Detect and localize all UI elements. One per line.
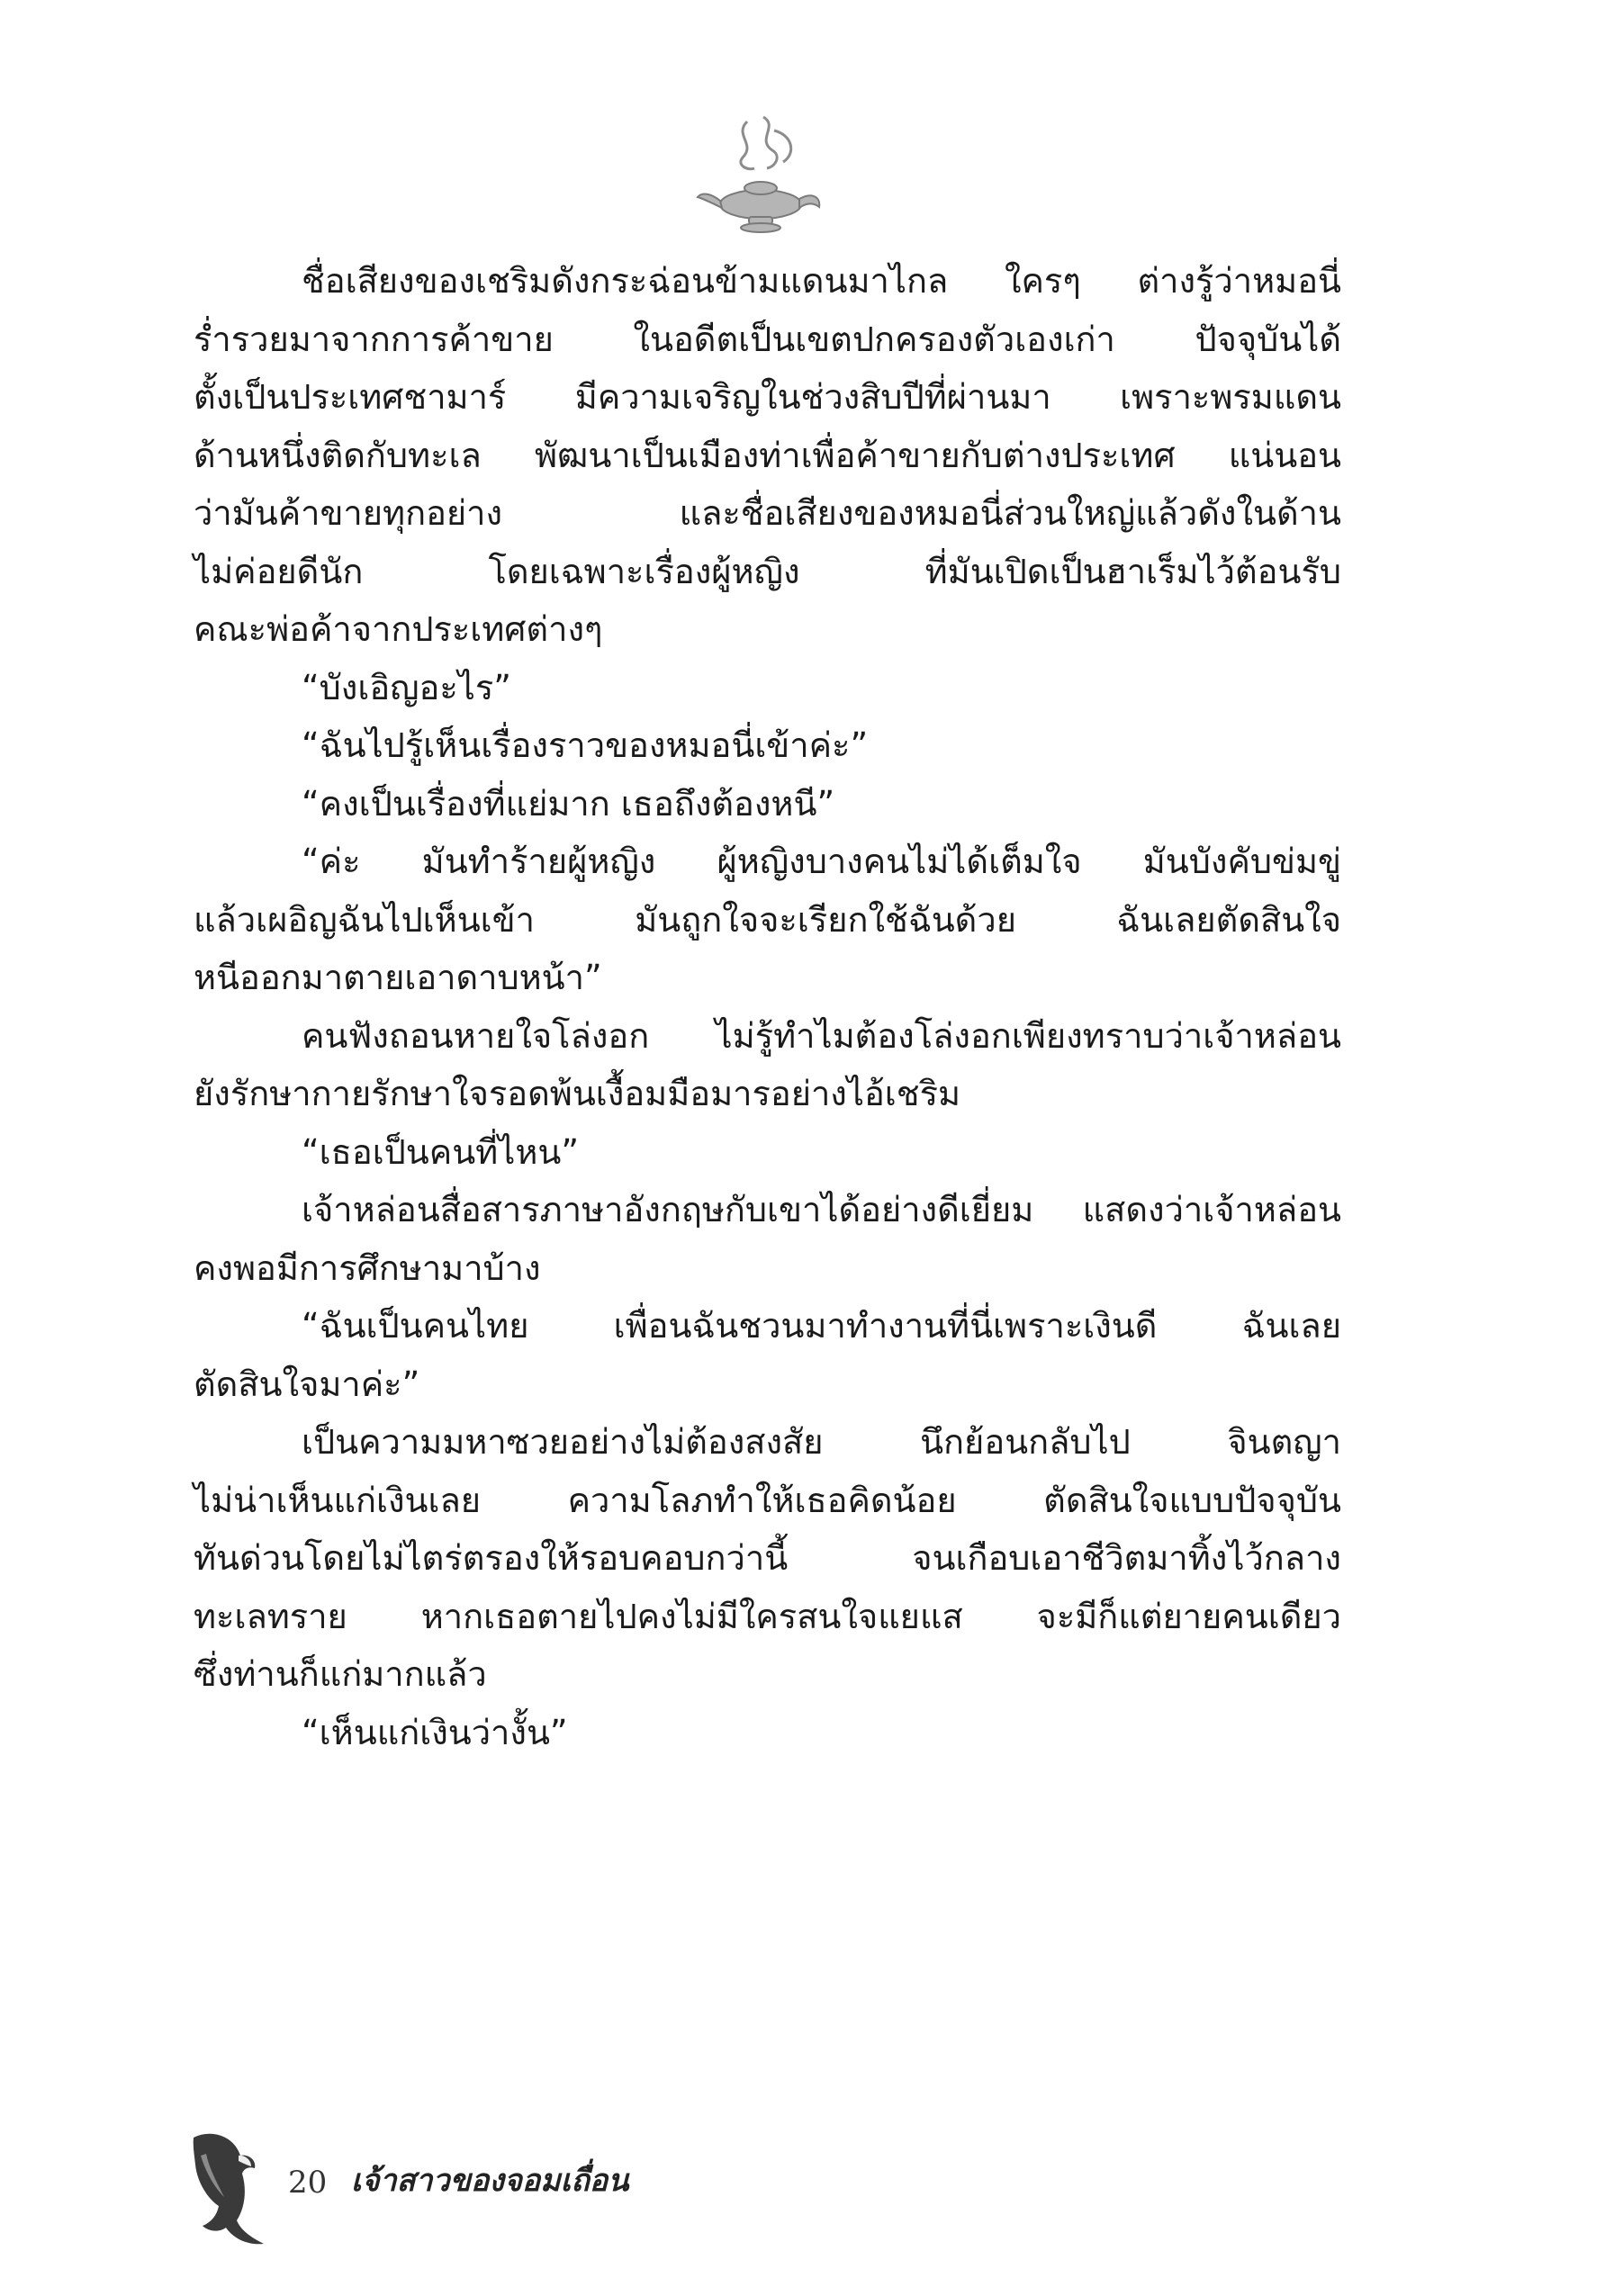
page-number: 20	[288, 2165, 328, 2201]
text-line: ด้านหนึ่งติดกับทะเล พัฒนาเป็นเมืองท่าเพื่อค้าขายกับต่างประเทศ แน่นอน	[194, 435, 1341, 475]
dialogue-line: “เธอเป็นคนที่ไหน”	[302, 1131, 580, 1172]
text-line: คนฟังถอนหายใจโล่งอก ไม่รู้ทำไมต้องโล่งอกเพียงทราบว่าเจ้าหล่อน	[302, 1015, 1341, 1056]
text-line: ทะเลทราย หากเธอตายไปคงไม่มีใครสนใจแยแส จะมีก็แต่ยายคนเดียว	[194, 1596, 1341, 1636]
text-line: ว่ามันค้าขายทุกอย่าง และชื่อเสียงของหมอนี่ส่วนใหญ่แล้วดังในด้าน	[194, 493, 1341, 533]
text-line: ตั้งเป็นประเทศชามาร์ มีความเจริญในช่วงสิบปีที่ผ่านมา เพราะพรมแดน	[194, 377, 1341, 417]
text-line: ไม่ค่อยดีนัก โดยเฉพาะเรื่องผู้หญิง ที่มันเปิดเป็นฮาเร็มไว้ต้อนรับ	[194, 551, 1341, 591]
page-footer	[185, 2120, 815, 2255]
body-text	[194, 252, 1341, 2106]
book-title: เจ้าสาวของจอมเถื่อน	[351, 2163, 629, 2199]
dialogue-line: “บังเอิญอะไร”	[302, 667, 511, 707]
text-line: ไม่น่าเห็นแก่เงินเลย ความโลภทำให้เธอคิดน้อย ตัดสินใจแบบปัจจุบัน	[194, 1480, 1341, 1520]
dialogue-line: “ค่ะ มันทำร้ายผู้หญิง ผู้หญิงบางคนไม่ได้เต็มใจ มันบังคับข่มขู่	[302, 842, 1341, 881]
dialogue-line: “เห็นแก่เงินว่างั้น”	[302, 1712, 568, 1752]
text-line: คณะพ่อค้าจากประเทศต่างๆ	[194, 609, 603, 649]
text-line: ร่ำรวยมาจากการค้าขาย ในอดีตเป็นเขตปกครองตัวเองเก่า ปัจจุบันได้	[194, 319, 1341, 359]
text-line: ซึ่งท่านก็แก่มากแล้ว	[194, 1654, 487, 1694]
text-line: เจ้าหล่อนสื่อสารภาษาอังกฤษกับเขาได้อย่างดีเยี่ยม แสดงว่าเจ้าหล่อน	[302, 1190, 1341, 1229]
dialogue-line: “ฉันไปรู้เห็นเรื่องราวของหมอนี่เข้าค่ะ”	[302, 725, 869, 765]
dialogue-line: “ฉันเป็นคนไทย เพื่อนฉันชวนมาทำงานที่นี่เพราะเงินดี ฉันเลย	[302, 1306, 1341, 1346]
text-line: คงพอมีการศึกษามาบ้าง	[194, 1247, 541, 1288]
text-line: หนีออกมาตายเอาดาบหน้า”	[194, 958, 602, 997]
dialogue-line: “คงเป็นเรื่องที่แย่มาก เธอถึงต้องหนี”	[302, 783, 835, 824]
genie-lamp-icon	[693, 104, 828, 239]
eagle-icon	[185, 2120, 284, 2255]
text-line: เป็นความมหาซวยอย่างไม่ต้องสงสัย นึกย้อนกลับไป จินตญา	[302, 1422, 1341, 1462]
text-line: ตัดสินใจมาค่ะ”	[194, 1364, 420, 1404]
text-line: ชื่อเสียงของเชริมดังกระฉ่อนข้ามแดนมาไกล ใครๆ ต่างรู้ว่าหมอนี่	[302, 261, 1341, 301]
text-line: ยังรักษากายรักษาใจรอดพ้นเงื้อมมือมารอย่างไอ้เชริม	[194, 1074, 961, 1113]
text-line: ทันด่วนโดยไม่ไตร่ตรองให้รอบคอบกว่านี้ จนเกือบเอาชีวิตมาทิ้งไว้กลาง	[194, 1538, 1341, 1578]
text-line: แล้วเผอิญฉันไปเห็นเข้า มันถูกใจจะเรียกใช้ฉันด้วย ฉันเลยตัดสินใจ	[194, 899, 1341, 940]
